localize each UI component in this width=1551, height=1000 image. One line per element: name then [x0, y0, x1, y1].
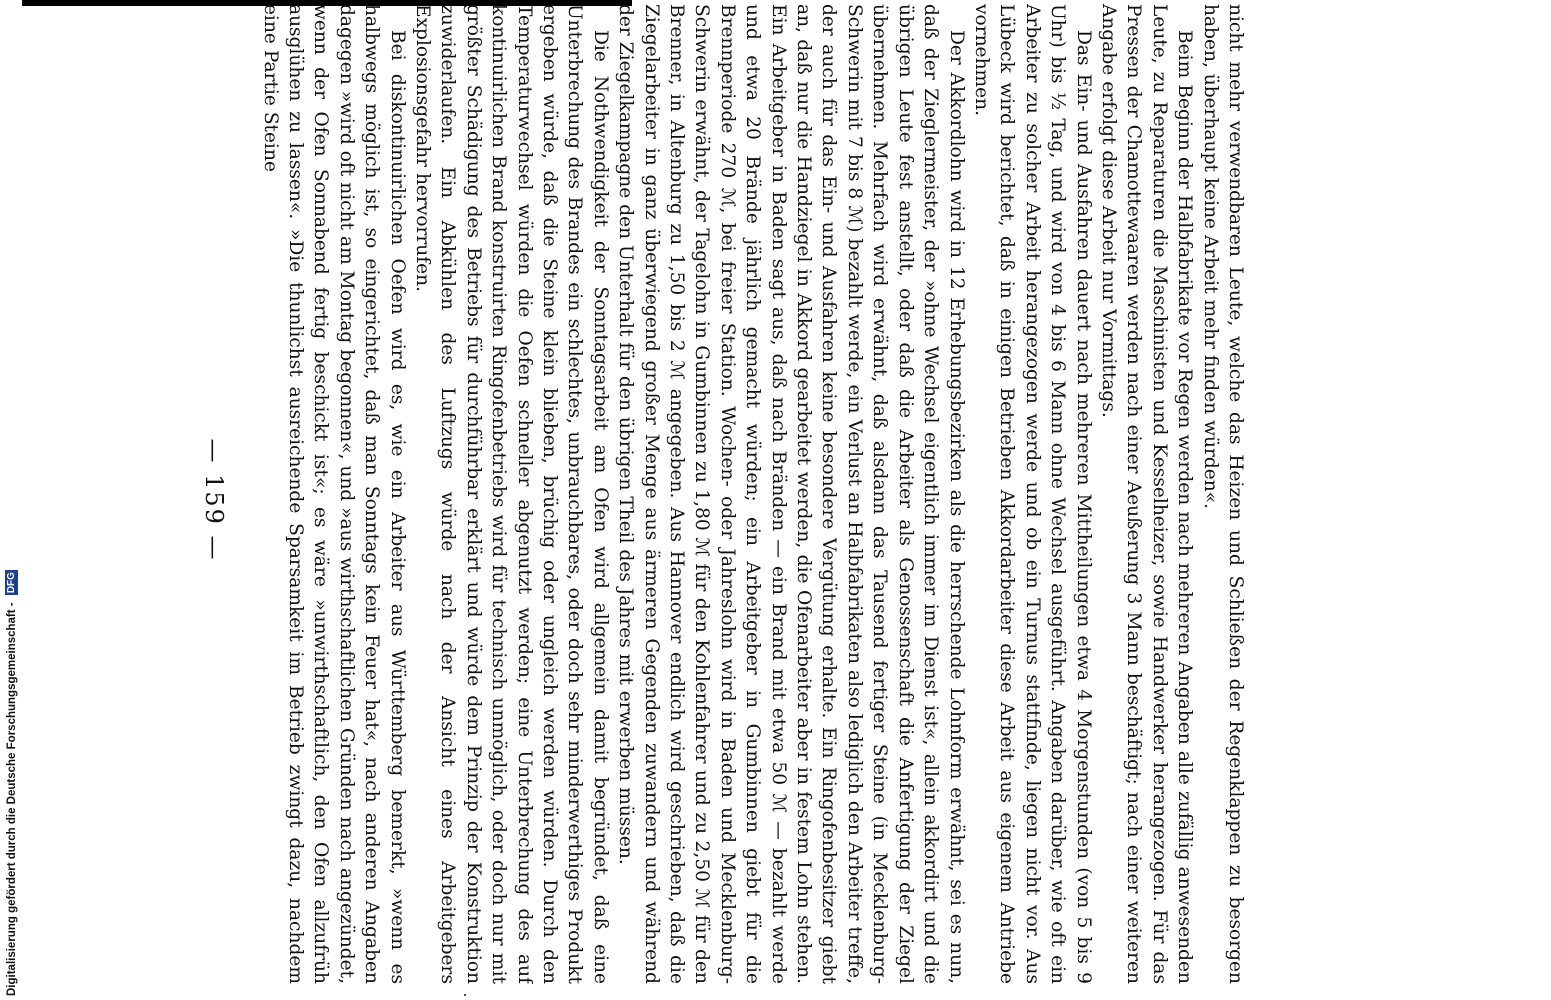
dfg-logo: DFG	[6, 572, 18, 594]
rotated-page	[170, 0, 1260, 1000]
paragraph-4: Der Akkordlohn wird in 12 Erhebungsbezirken als die herrschende Lohnform erwähnt, sei es nun, daß der Zieglermeister, der »ohne Wechsel eigentlich immer im Dienst ist«, allein akkordirt und die übrigen Leute fest anstellt, oder daß die Arbeiter als Genossenschaft die Anfertigung der Ziegel übernehmen. Mehrfach wird erwähnt, daß alsdann das Tausend fertiger Steine (in Mecklenburg-Schwerin mit 7 bis 8 ℳ) bezahlt werde, ein Verlust an Halbfabrikaten also lediglich den Arbeiter treffe, der auch für das Ein- und Ausfahren keine besondere Vergütung erhalte. Ein Ringofenbesitzer giebt an, daß nur die Handziegel in Akkord gearbeitet werden, die Ofenarbeiter aber in festem Lohn stehen. Ein Arbeitgeber in Baden sagt aus, daß nach Bränden — ein Brand mit etwa 50 ℳ — bezahlt werde und etwa 20 Brände jährlich gemacht würden; ein Arbeitgeber in Gumbinnen giebt für die Brennperiode 270 ℳ, bei freier Station. Wochen- oder Jahreslohn wird in Baden und Mecklenburg-Schwerin erwähnt, der Tagelohn in Gumbinnen zu 1,80 ℳ für den Kohlenfahrer und zu 2,50 ℳ für den Brenner, in Altenburg zu 1,50 bis 2 ℳ angegeben. Aus Hannover endlich wird geschrieben, daß die Ziegelarbeiter in ganz überwiegend großer Menge aus ärmeren Gegenden zuwandern und während der Ziegelkampagne den Unterhalt für den übrigen Theil des Jahres mit erwerben müssen.	[615, 4, 967, 984]
paragraph-6: Bei diskontinuirlichen Oefen wird es, wie ein Arbeiter aus Württemberg bemerkt, »wenn es halbwegs möglich ist, so eingerichtet, daß man Sonntags kein Feuer hat«, nach anderen Angaben dagegen »wird oft nicht am Montag begonnen«, und »aus wirthschaftlichen Gründen nach angezündet, wenn der Ofen Sonnabend fertig beschickt ist«; es wäre »unwirthschaftlich, den Ofen allzufrüh ausglühen zu lassen«. »Die thunlichst ausreichende Sparsamkeit im Betrieb zwingt dazu, nachdem eine Partie Steine	[259, 4, 408, 984]
paragraph-5: Die Nothwendigkeit der Sonntagsarbeit am Ofen wird allgemein damit begründet, daß eine Unterbrechung des Brandes ein schlechtes, unbrauchbares, oder doch sehr minderwerthiges Produkt ergeben würde, daß die Steine klein blieben, brüchig oder ungleich werden würden. Durch den Temperaturwechsel würden die Oefen schneller abgenutzt werden; eine Unterbrechung des auf kontinuirlichen Brand konstruirten Ringofenbetriebs wird für technisch unmöglich, oder doch nur mit größter Schädigung des Betriebs für durchführbar erklärt und würde dem Prinzip der Konstruktion zuwiderlaufen. Ein Abkühlen des Luftzugs würde nach der Ansicht eines Arbeitgebers Explosionsgefahr hervorrufen.	[412, 4, 611, 984]
scan-speck	[464, 994, 466, 996]
digitization-credit	[2, 0, 22, 996]
body-text	[238, 4, 1248, 984]
credit-text: Digitalisierung gefördert durch die Deutsche Forschungsgemeinschaft -	[6, 602, 18, 996]
page-number: — 159 —	[200, 438, 228, 562]
paragraph-1: nicht mehr verwendbaren Leute, welche das Heizen und Schließen der Regenklappen zu besorgen haben, überhaupt keine Arbeit mehr finden würden«.	[1199, 4, 1246, 984]
paragraph-3: Das Ein- und Ausfahren dauert nach mehreren Mittheilungen etwa 4 Morgenstunden (von 5 bis 9 Uhr) bis ½ Tag, und wird von 4 bis 6 Mann ohne Wechsel ausgeführt. Angaben darüber, wie oft ein Arbeiter zu solcher Arbeit herangezogen werde und ob ein Turnus stattfinde, liegen nicht vor. Aus Lübeck wird berichtet, daß in einigen Betrieben Akkordarbeiter diese Arbeit aus eigenem Antriebe vornehmen.	[970, 4, 1094, 984]
paragraph-2: Beim Beginn der Halbfabrikate vor Regen werden nach mehreren Angaben alle zufällig anwesenden Leute, zu Reparaturen die Maschinisten und Kesselheizer, sowie Handwerker herangezogen. Für das Pressen der Chamottewaaren werden nach einer Aeußerung 3 Mann beschäftigt; nach einer weiteren Angabe erfolgt diese Arbeit nur Vormittags.	[1097, 4, 1196, 984]
